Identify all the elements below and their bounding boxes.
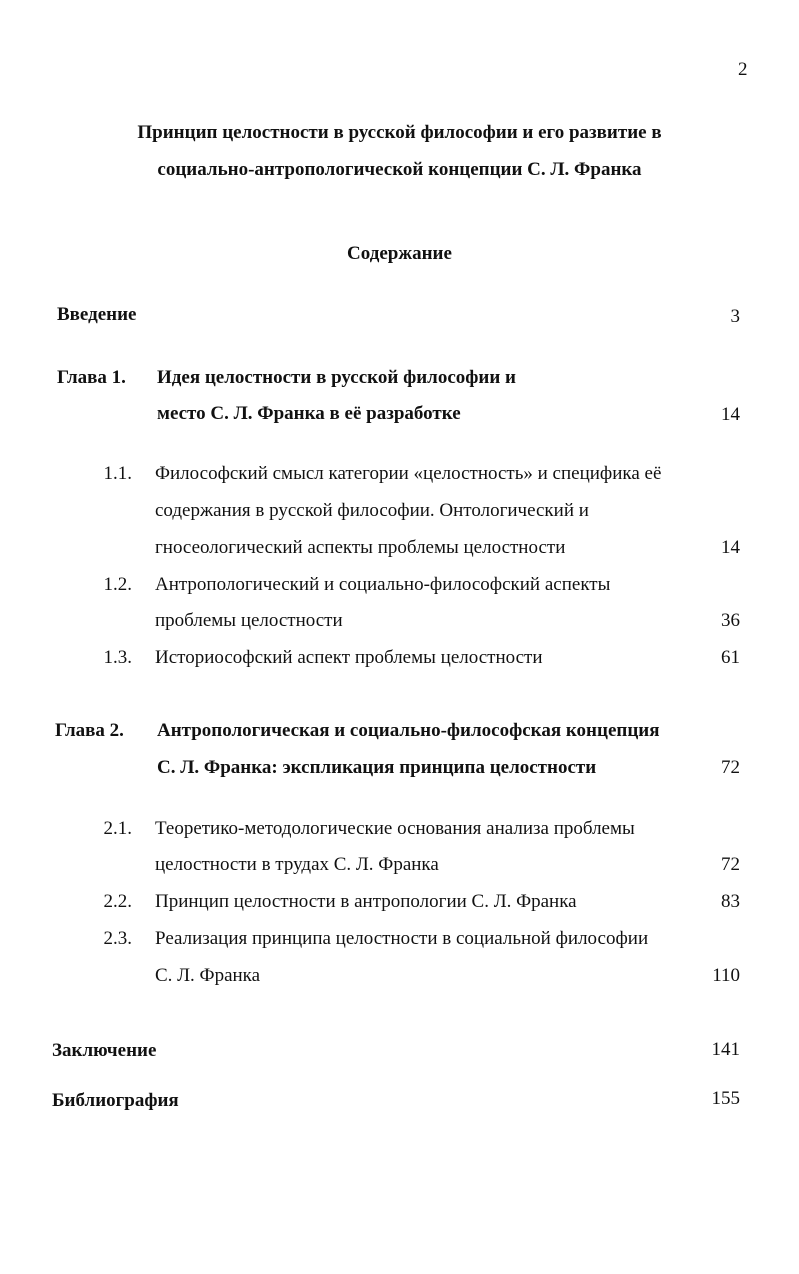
section-1-3-page: 61 [721,647,740,668]
section-2-3-line-1: Реализация принципа целостности в социальной философии [155,928,649,949]
chapter-1-title-line-2: место С. Л. Франка в её разработке [157,403,461,424]
toc-conclusion-label: Заключение [52,1040,157,1061]
section-2-1-number: 2.1. [103,818,132,839]
section-2-3-page: 110 [712,965,740,986]
section-1-2-number: 1.2. [103,574,132,595]
section-1-1-page: 14 [721,537,740,558]
section-2-1-line-1: Теоретико-методологические основания анализа проблемы [155,818,635,839]
toc-intro-page: 3 [730,306,740,327]
title-line-1: Принцип целостности в русской философии и его развитие в [137,122,662,143]
section-2-2-line-1: Принцип целостности в антропологии С. Л. Франка [155,891,577,912]
chapter-1-page: 14 [721,404,740,425]
section-2-1-page: 72 [721,854,740,875]
section-1-3-line-1: Историософский аспект проблемы целостности [155,647,543,668]
chapter-2-page: 72 [721,757,740,778]
contents-heading: Содержание [347,243,452,264]
chapter-2-label: Глава 2. [55,720,124,741]
section-1-2-line-1: Антропологический и социально-философский аспекты [155,574,611,595]
section-2-2-page: 83 [721,891,740,912]
chapter-1-label: Глава 1. [57,367,126,388]
chapter-2-title-line-1: Антропологическая и социально-философская концепция [157,720,660,741]
section-1-1-number: 1.1. [103,463,132,484]
toc-intro-label: Введение [57,304,137,325]
toc-conclusion-page: 141 [711,1039,740,1060]
section-1-1-line-2: содержания в русской философии. Онтологический и [155,500,589,521]
section-1-2-line-2: проблемы целостности [155,610,343,631]
toc-bibliography-label: Библиография [52,1090,179,1111]
chapter-1-title-line-1: Идея целостности в русской философии и [157,367,516,388]
section-2-1-line-2: целостности в трудах С. Л. Франка [155,854,439,875]
section-1-1-line-1: Философский смысл категории «целостность» и специфика её [155,463,662,484]
title-line-2: социально-антропологической концепции С. Л. Франка [157,159,642,180]
section-1-3-number: 1.3. [103,647,132,668]
section-2-3-number: 2.3. [103,928,132,949]
toc-bibliography-page: 155 [711,1088,740,1109]
section-1-1-line-3: гносеологический аспекты проблемы целостности [155,537,566,558]
section-1-2-page: 36 [721,610,740,631]
section-2-2-number: 2.2. [103,891,132,912]
chapter-2-title-line-2: С. Л. Франка: экспликация принципа целостности [157,757,597,778]
page-number: 2 [738,59,748,80]
section-2-3-line-2: С. Л. Франка [155,965,261,986]
